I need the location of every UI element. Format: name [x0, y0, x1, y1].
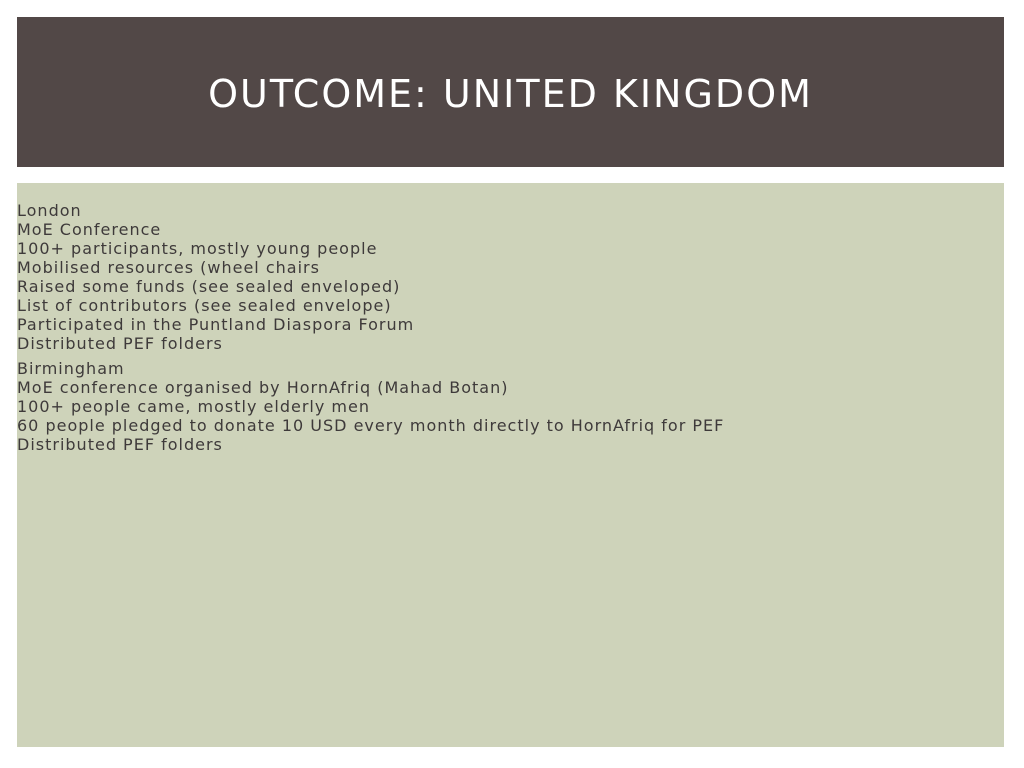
sub-bullet-list: [17, 378, 1004, 454]
bullet-text: Mobilised resources (wheel chairs: [17, 258, 320, 277]
bullet-text: 100+ people came, mostly elderly men: [17, 397, 370, 416]
bullet-text: Birmingham: [17, 359, 125, 378]
bullet-text: MoE Conference: [17, 220, 162, 239]
bullet-text: Distributed PEF folders: [17, 334, 223, 353]
bullet-text: List of contributors (see sealed envelope): [17, 296, 392, 315]
bullet-text: Participated in the Puntland Diaspora Forum: [17, 315, 415, 334]
bullet-item-level3: [17, 315, 1004, 334]
bullet-text: London: [17, 201, 82, 220]
bullet-item-level3: [17, 258, 1004, 277]
slide-title: OUTCOME: UNITED KINGDOM: [208, 72, 813, 116]
bullet-item-level1: [17, 359, 1004, 378]
bullet-item-level3: [17, 397, 1004, 416]
bullet-item-level3: [17, 296, 1004, 315]
bullet-text: Raised some funds (see sealed enveloped): [17, 277, 401, 296]
sub-bullet-list: [17, 220, 1004, 353]
title-bar: [17, 17, 1004, 167]
bullet-item-level3: [17, 435, 1004, 454]
bullet-item-level2: [17, 220, 1004, 239]
bullet-item-level2: [17, 378, 1004, 397]
subsection: [17, 378, 1004, 454]
bullet-text: MoE conference organised by HornAfriq (Mahad Botan): [17, 378, 509, 397]
bullet-text: 60 people pledged to donate 10 USD every month directly to HornAfriq for PEF: [17, 416, 725, 435]
bullet-item-level3: [17, 416, 1004, 435]
bullet-text: Distributed PEF folders: [17, 435, 223, 454]
bullet-item-level3: [17, 239, 1004, 258]
content-box: [17, 183, 1004, 747]
bullet-item-level1: [17, 201, 1004, 220]
bullet-item-level3: [17, 277, 1004, 296]
bullet-list: [17, 201, 1004, 454]
bullet-item-level3: [17, 334, 1004, 353]
sub-sub-bullet-list: [17, 397, 1004, 454]
section-birmingham: [17, 359, 1004, 454]
subsection: [17, 220, 1004, 353]
sub-sub-bullet-list: [17, 239, 1004, 353]
bullet-text: 100+ participants, mostly young people: [17, 239, 378, 258]
section-london: [17, 201, 1004, 353]
